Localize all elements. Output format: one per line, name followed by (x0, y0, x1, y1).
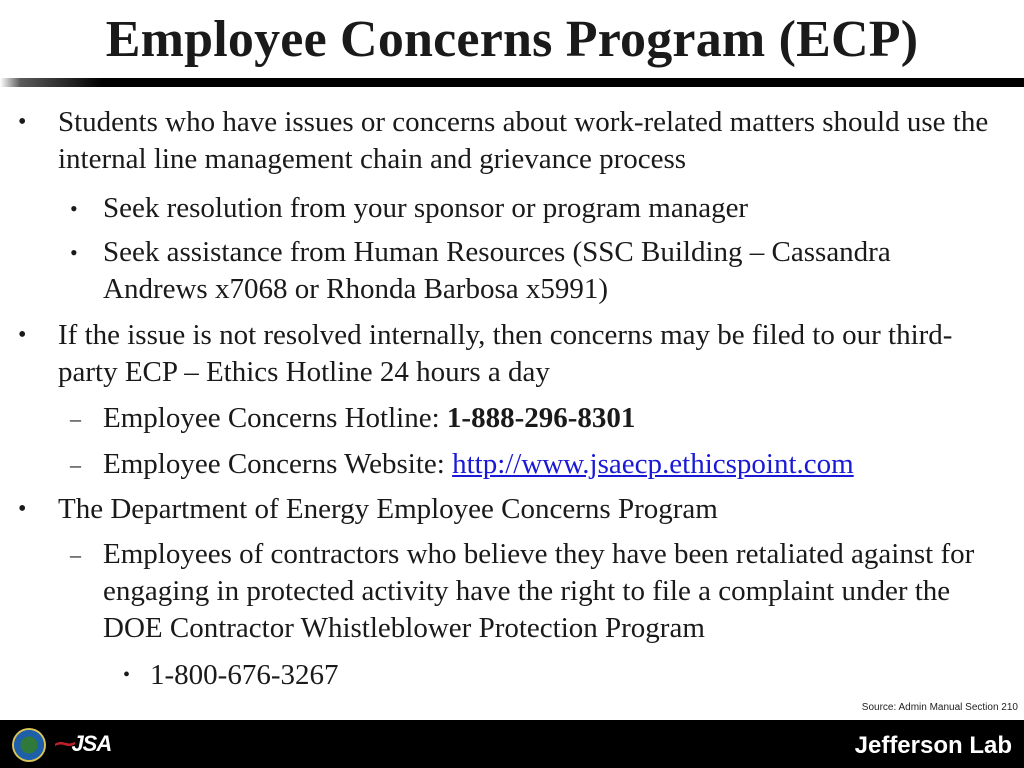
slide-title: Employee Concerns Program (ECP) (105, 11, 919, 68)
title-divider-bar (0, 78, 1024, 87)
jefferson-lab-logo: Jefferson Lab (854, 732, 1012, 759)
website-label: Employee Concerns Website: (103, 448, 453, 480)
subbullet-text: Employees of contractors who believe they have been retaliated against for engaging in protected activity have the right to file a complaint under the DOE Contractor Whistleblower Protection Program (103, 538, 975, 644)
source-note: Source: Admin Manual Section 210 (861, 702, 1018, 713)
hotline-phone-number: 1-888-296-8301 (446, 402, 636, 434)
dash-marker: – (70, 452, 81, 477)
subbullet-text: Seek assistance from Human Resources (SSC Building – Cassandra Andrews x7068 or Rhonda Barbosa x5991) (103, 236, 891, 305)
subbullet-text: Seek resolution from your sponsor or program manager (103, 192, 749, 224)
dash-marker: – (70, 406, 81, 431)
bullet-marker: • (70, 196, 78, 221)
bullet-marker: • (18, 322, 27, 348)
bullet-marker: • (18, 109, 27, 135)
bullet-marker: • (18, 496, 27, 522)
hotline-label: Employee Concerns Hotline: (103, 402, 447, 434)
bullet-text: The Department of Energy Employee Concerns Program (58, 493, 718, 525)
subbullet-text (103, 446, 998, 483)
doe-seal-logo (12, 728, 46, 762)
bullet-marker: • (123, 664, 131, 686)
dash-marker: – (70, 542, 81, 567)
jsa-swoosh-icon: ⁓ (54, 731, 72, 756)
bullet-text: Students who have issues or concerns about work-related matters should use the internal line management chain and grievance process (58, 106, 989, 175)
bullet-marker: • (70, 240, 78, 265)
bullet-text: If the issue is not resolved internally, then concerns may be filed to our third-party ECP – Ethics Hotline 24 hours a day (58, 319, 953, 388)
subbullet-text (103, 400, 998, 437)
jsa-logo-text: JSA (71, 731, 112, 756)
jsa-logo (54, 729, 112, 759)
ecp-website-link[interactable]: http://www.jsaecp.ethicspoint.com (452, 448, 854, 480)
doe-phone-number: 1-800-676-3267 (150, 659, 339, 691)
